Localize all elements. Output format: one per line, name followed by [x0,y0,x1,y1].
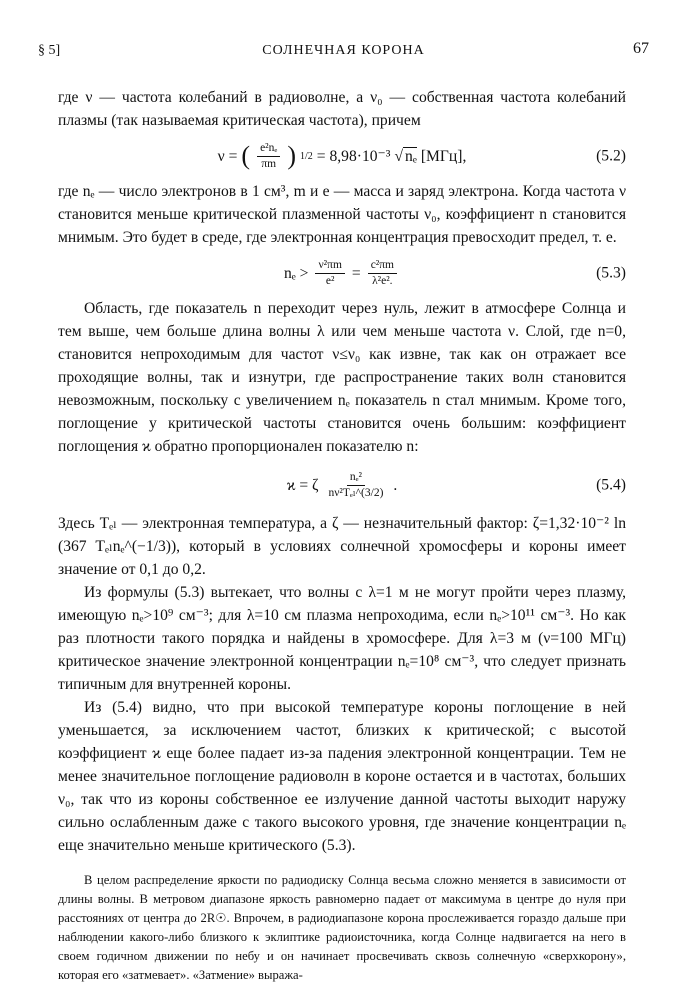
small-print-note: В целом распределение яркости по радиодиску Солнца весьма сложно меняется в зависимости от длины волны. В метровом диапазоне яркость равномерно падает от максимума в центре до нуля при расстояниях от центра до 2R☉. Впрочем, в радиодиапазоне корона прослеживается гораздо дальше при наблюдении какого-либо близкого к эклиптике радиоисточника, когда Солнце надвигается на него в своем годичном движении по небу и он начинает просвечивать сквозь солнечную «сверхкорону», которая его «затмевает». «Затмение» выража- [58,873,626,982]
eq3-fraction: $\frac{\text{nₑ²}}{\text{nν²Tₑₗ\textasciicircum{}(3/2)}}$ [328,470,384,499]
equation-label-5-3: (5.3) [596,264,626,282]
main-text [58,86,626,985]
eq1-radicand: nₑ [405,147,417,165]
equation-5-2: ν = ( $\frac{\text{e²nₑ}}{\pi m}$ ) 1/2 = 8,98·10⁻³ √ nₑ [МГц], (5.2) [217,141,626,170]
paragraph-6: Из (5.4) видно, что при высокой температуре короны поглощение в ней уменьшается, за исключением частот, близких к критической; с высотой коэффициент ϰ еще более падает из-за падения электронной концентрации. Тем не менее значительное поглощение радиоволн в короне остается и в частотах, больших ν₀, так что из короны собственное ее излучение данной частоты выходит наружу сильно ослабленным даже с такого высокого уровня, где значение концентрации nₑ еще значительно меньше критического (5.3). [58,699,626,854]
paragraph-5: Из формулы (5.3) вытекает, что волны с λ=1 м не могут пройти через плазму, имеющую nₑ>10⁹ см⁻³; для λ=10 см плазма непроходима, если nₑ>10¹¹ см⁻³. Но как раз плотности такого порядка и найдены в хромосфере. Для λ=3 м (ν=100 МГц) критическое значение электронной концентрации nₑ=10⁸ см⁻³, что следует признать типичным для внутренней короны. [58,584,626,693]
eq1-power: 1/2 [300,150,313,162]
paragraph-1: где ν — частота колебаний в радиоволне, а ν₀ — собственная частота колебаний плазмы (так называемая критическая частота), причем [58,89,626,129]
eq1-unit: [МГц], [420,147,467,165]
eq2-fraction-2: $\frac{\text{c²πm}}{\text{λ²e².}}$ [368,259,397,288]
equation-label-5-2: (5.2) [596,147,626,165]
equation-5-4: ϰ = ζ $\frac{\text{nₑ²}}{\text{nν²Tₑₗ\textasciicircum{}(3/2)}}$ . (5.4) [286,470,626,499]
page-number: 67 [633,40,649,57]
paragraph-2: где nₑ — число электронов в 1 см³, m и e — масса и заряд электрона. Когда частота ν становится меньше критической плазменной частоты ν₀, коэффициент n становится мнимым. Это будет в среде, где электронная концентрация превосходит предел, т. е. [58,183,626,246]
eq2-lhs: nₑ > [283,264,309,282]
paragraph-4: Здесь Tₑₗ — электронная температура, а ζ — незначительный фактор: ζ=1,32·10⁻² ln (367 Tₑₗnₑ^(−1/3)), который в условиях солнечной хромосферы и короны имеет значение от 0,1 до 0,2. [58,515,626,578]
eq1-coefficient: = 8,98·10⁻³ [316,147,391,165]
running-header [34,40,653,62]
section-marker: § 5] [38,43,61,58]
running-title: СОЛНЕЧНАЯ КОРОНА [262,43,425,58]
eq2-fraction-1: $\frac{\text{ν²πm}}{\text{e²}}$ [315,259,344,288]
paragraph-3: Область, где показатель n переходит через нуль, лежит в атмосфере Солнца и тем выше, чем больше длина волны λ или чем меньше частота ν. Слой, где n=0, становится непроходимым для частот ν≤ν₀ как извне, так как он отражает все проходящие волны, так и изнутри, где распространение таких волн становится невозможным, поскольку с увеличением nₑ показатель n стал мнимым. Кроме того, поглощение у критической частоты становится очень большим: коэффициент поглощения ϰ обратно пропорционален показателю n: [58,300,626,455]
eq1-lhs: ν = [217,147,238,165]
eq1-fraction: $\frac{\text{e²nₑ}}{\pi m}$ [257,142,280,171]
eq3-lhs: ϰ = ζ [286,476,319,494]
equation-label-5-4: (5.4) [596,476,626,494]
equation-5-3: nₑ > $\frac{\text{ν²πm}}{\text{e²}}$ = $\frac{\text{c²πm}}{\text{λ²e².}}$ (5.3) [283,258,626,287]
